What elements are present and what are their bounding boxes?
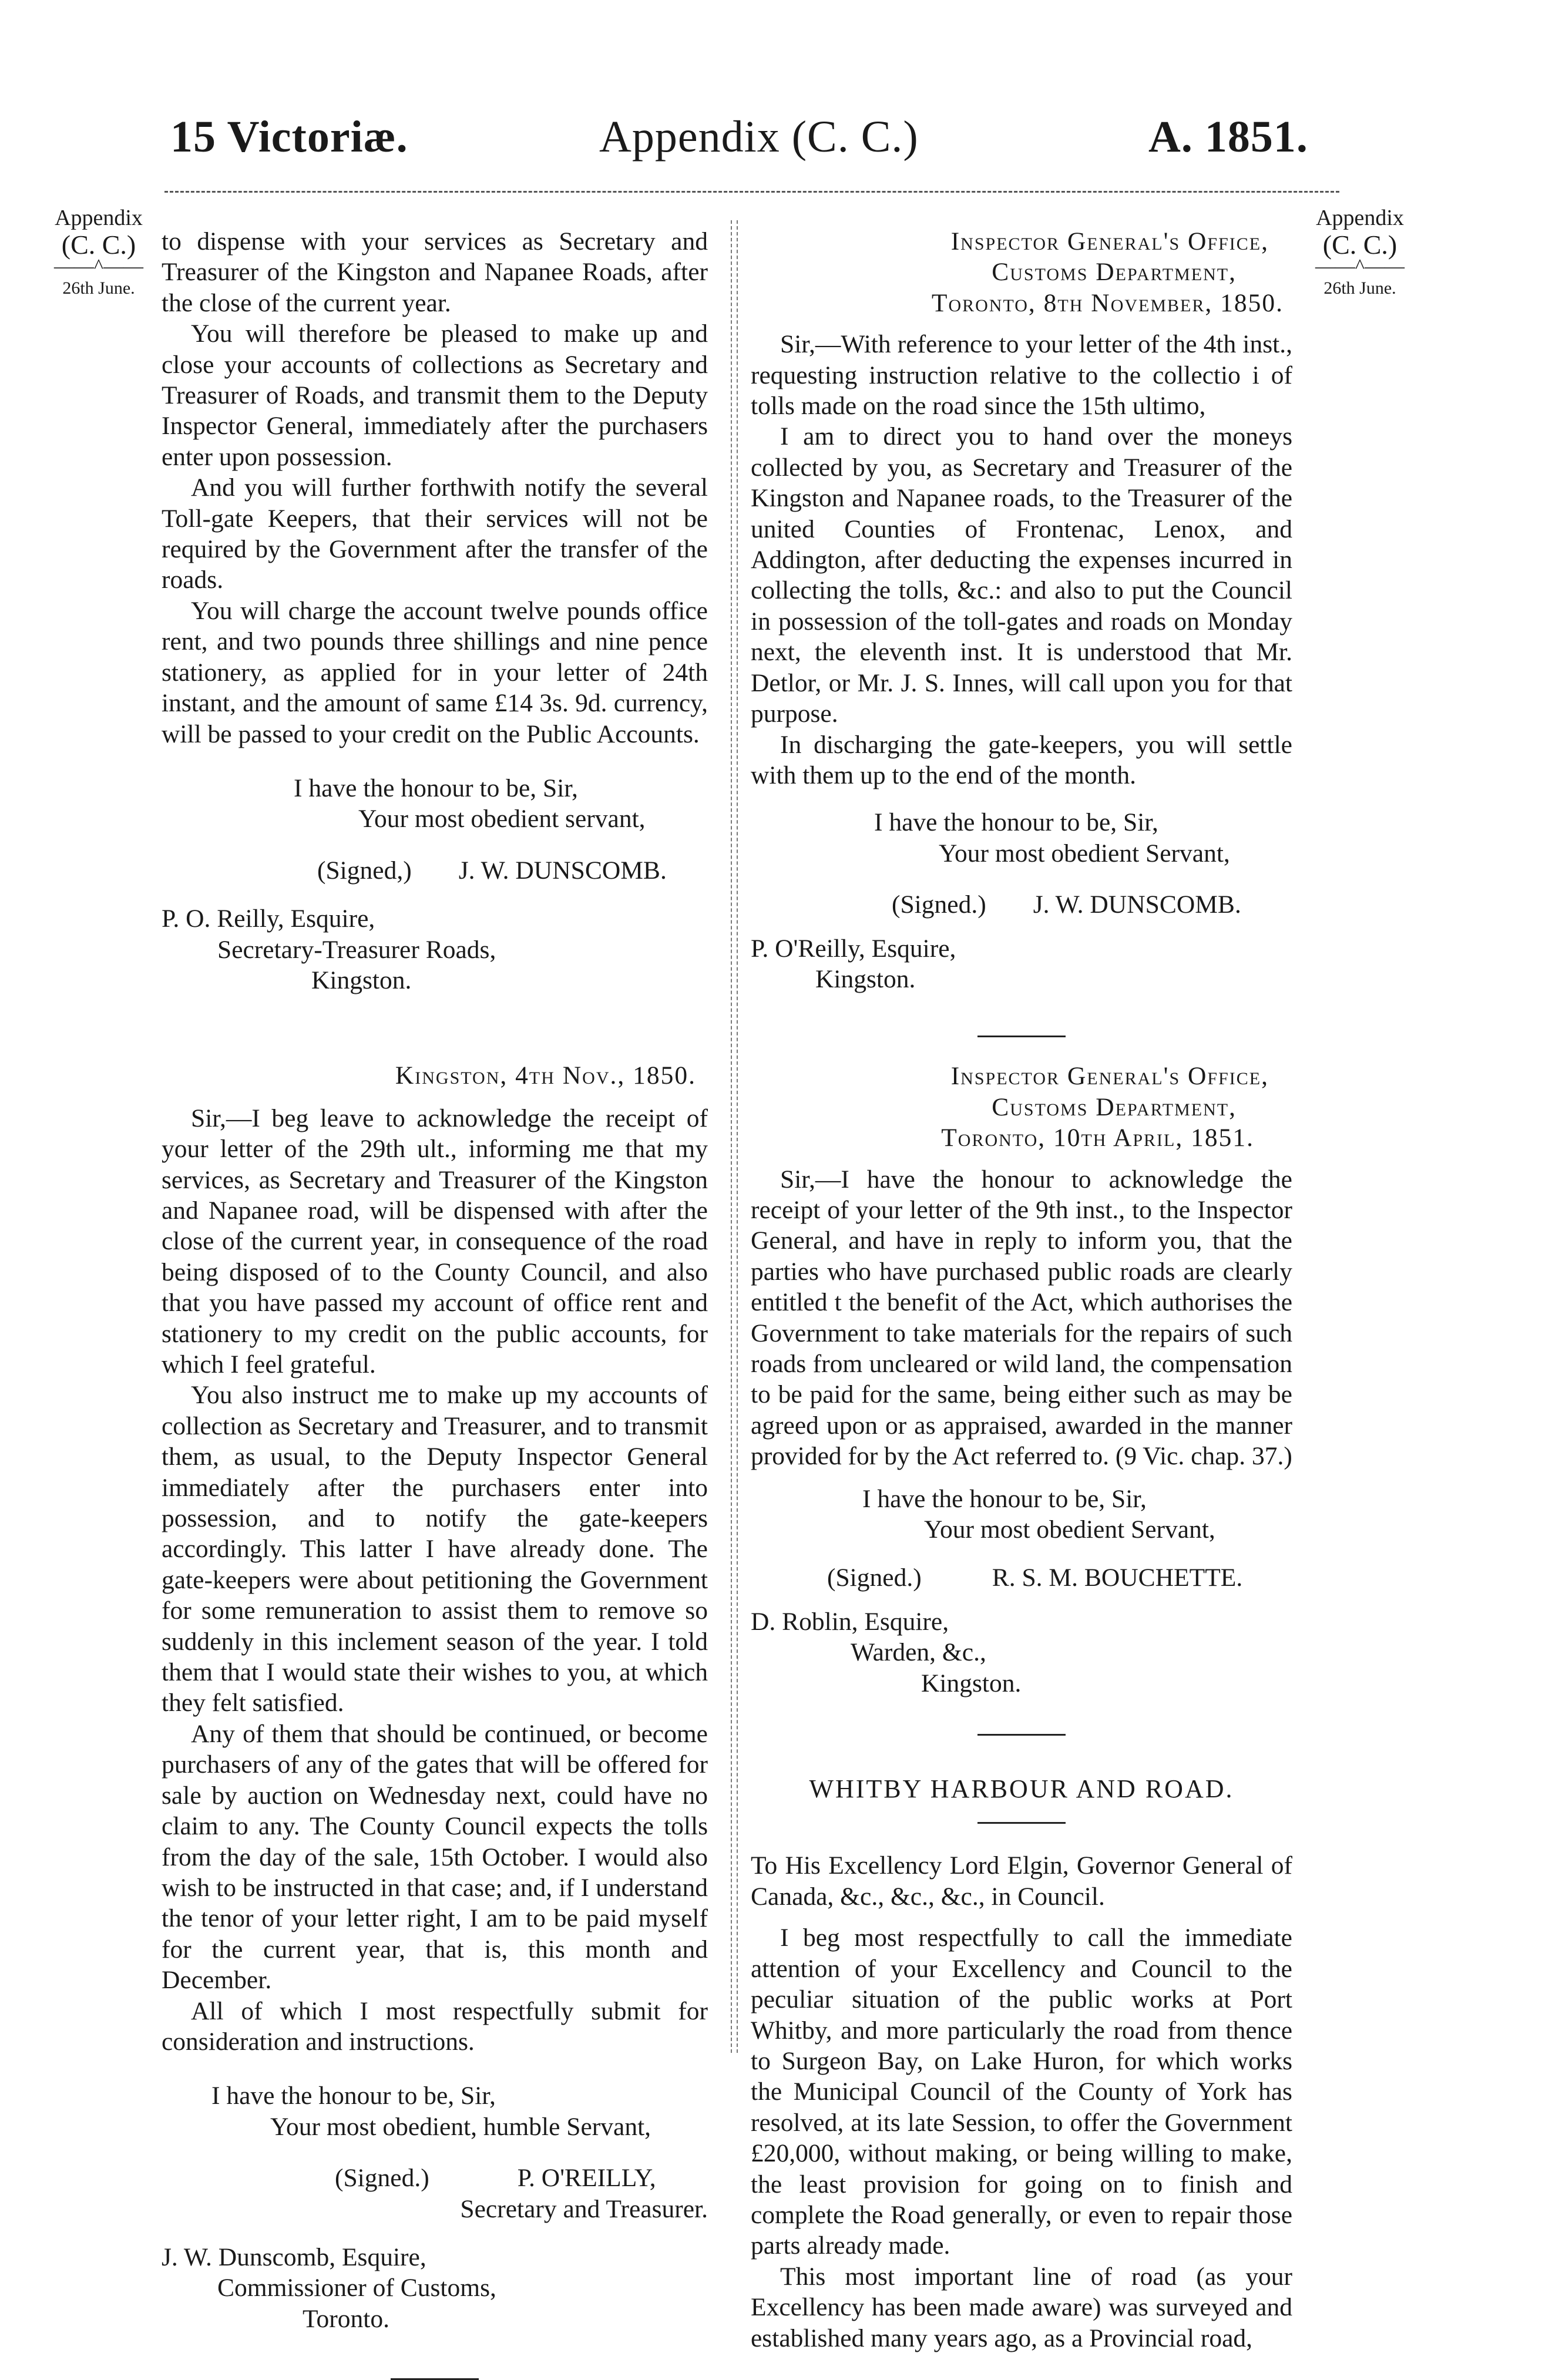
margin-date: 26th June. (62, 278, 135, 298)
closing-line: Your most obedient Servant, (939, 839, 1230, 868)
petition-address: To His Excellency Lord Elgin, Governor General of Canada, &c., &c., &c., in Council. (751, 1851, 1292, 1911)
letter-paragraph: This most important line of road (as your Excellency has been made aware) was surveyed and established many years ago, as a Provincial road, (751, 2262, 1292, 2352)
signer-name: P. O'REILLY, (517, 2164, 656, 2193)
letter-paragraph: Sir,—With reference to your letter of the 4th inst., requesting instruction relative to the collectio i of tolls made on the road since the 15th ultimo, (751, 330, 1292, 421)
office-heading: Customs Department, (992, 1092, 1237, 1121)
header-rule (164, 191, 1339, 193)
margin-note-left (40, 204, 157, 302)
signer-name: R. S. M. BOUCHETTE. (992, 1564, 1243, 1592)
closing-line: I have the honour to be, Sir, (211, 2082, 496, 2110)
letter-paragraph: You also instruct me to make up my accounts of collection as Secretary and Treasurer, and to transmit them, as usual, to the Deputy Inspector General immediately after the purchasers enter into possession, and to notify the gate-keepers accordingly. This latter I have already done. The gate-keepers were about petitioning the Government for some remuneration to assist them to remove so suddenly in this inclement season of the year. I told them that I would state their wishes to you, at which they felt satisfied. (162, 1381, 708, 1717)
addressee-line: Commissioner of Customs, (217, 2274, 496, 2302)
margin-code: (C. C.) (61, 230, 136, 260)
closing-line: I have the honour to be, Sir, (874, 808, 1158, 837)
addressee-line: Kingston. (921, 1669, 1022, 1697)
letter-paragraph: I beg most respectfully to call the immediate attention of your Excellency and Council to the peculiar situation of the public works at Port Whitby, and more particularly the road from thence to Surgeon Bay, on Lake Huron, for which works the Municipal Council of the County of York has resolved, at its late Session, to offer the Government £20,000, without making, or being willing to make, the least provision for going on to finish and complete the Road generally, or even to repair those parts already made. (751, 1924, 1292, 2260)
signature-block (162, 855, 708, 886)
right-column (751, 226, 1292, 2354)
dateline: Toronto, 10th April, 1851. (941, 1124, 1254, 1152)
letter-paragraph: All of which I most respectfully submit for consideration and instructions. (162, 1996, 708, 2056)
letter-paragraph: In discharging the gate-keepers, you will settle with them up to the end of the month. (751, 730, 1292, 789)
letter-paragraph: Sir,—I beg leave to acknowledge the receipt of your letter of the 29th ult., informing me that my services, as Secretary and Treasurer of the Kingston and Napanee road, will be dispensed with after the close of the current year, in consequence of the road being disposed of to the County Council, and also that you have passed my account of office rent and stationery to my credit on the public accounts, for which I feel grateful. (162, 1104, 708, 1379)
signature-block (751, 1562, 1292, 1593)
closing-line: I have the honour to be, Sir, (294, 774, 578, 802)
column-divider (737, 220, 738, 2053)
section-title: WHITBY HARBOUR AND ROAD. (809, 1774, 1234, 1804)
header-appendix-title: Appendix (C. C.) (599, 112, 919, 162)
addressee-line: D. Roblin, Esquire, (751, 1607, 949, 1636)
margin-brace: ——^—— (54, 256, 143, 277)
signer-name: J. W. DUNSCOMB. (1033, 890, 1241, 919)
office-heading: Inspector General's Office, (950, 227, 1269, 256)
letter-paragraph: And you will further forthwith notify the several Toll-gate Keepers, that their services will not be required by the Government after the transfer of the roads. (162, 473, 708, 594)
margin-code: (C. C.) (1322, 230, 1397, 260)
addressee-line: Warden, &c., (851, 1638, 986, 1667)
signature-block (751, 889, 1292, 920)
signed-mark: (Signed.) (335, 2164, 429, 2193)
addressee-line: Kingston. (815, 964, 916, 993)
margin-note-right (1301, 204, 1419, 302)
signed-mark: (Signed.) (827, 1564, 922, 1592)
signed-mark: (Signed.) (892, 890, 986, 919)
letter-paragraph: to dispense with your services as Secretary and Treasurer of the Kingston and Napanee Roads, after the close of the current year. (162, 227, 708, 317)
closing-line: Your most obedient servant, (358, 805, 646, 833)
addressee-line: P. O. Reilly, Esquire, (162, 905, 375, 933)
letter-paragraph: You will therefore be pleased to make up and close your accounts of collections as Secretary and Treasurer of Roads, and transmit them to the Deputy Inspector General, immediately after the purchasers enter upon possession. (162, 320, 708, 471)
margin-label: Appendix (1316, 206, 1404, 230)
addressee-line: Secretary-Treasurer Roads, (217, 935, 496, 964)
header-year: A. 1851. (1148, 112, 1308, 162)
signer-title: Secretary and Treasurer. (460, 2194, 708, 2223)
signed-mark: (Signed,) (317, 856, 412, 885)
office-heading: Customs Department, (992, 258, 1237, 287)
left-column (162, 226, 708, 2380)
margin-date: 26th June. (1323, 278, 1396, 298)
dateline: Kingston, 4th Nov., 1850. (395, 1061, 696, 1090)
addressee-line: Kingston. (311, 966, 412, 994)
addressee-line: J. W. Dunscomb, Esquire, (162, 2243, 426, 2271)
closing-line: I have the honour to be, Sir, (862, 1484, 1147, 1513)
signer-name: J. W. DUNSCOMB. (458, 856, 667, 885)
addressee-line: Toronto. (303, 2304, 389, 2333)
closing-line: Your most obedient Servant, (924, 1515, 1215, 1544)
addressee-line: P. O'Reilly, Esquire, (751, 934, 956, 963)
letter-paragraph: You will charge the account twelve pounds office rent, and two pounds three shillings and nine pence stationery, as applied for in your letter of 24th instant, and the amount of same £14 3s. 9d. currency, will be passed to your credit on the Public Accounts. (162, 596, 708, 748)
column-divider (731, 220, 732, 2053)
office-heading: Inspector General's Office, (950, 1062, 1269, 1091)
header-regnal-year: 15 Victoriæ. (170, 112, 408, 162)
margin-brace: ——^—— (1315, 256, 1405, 277)
letter-paragraph: Any of them that should be continued, or become purchasers of any of the gates that will be offered for sale by auction on Wednesday next, could have no claim to any. The County Council expects the tolls from the day of the sale, 15th October. I would also wish to be instructed in that case; and, if I understand the tenor of your letter right, I am to be paid myself for the current year, that is, this month and December. (162, 1719, 708, 1995)
signature-block (162, 2163, 708, 2193)
margin-label: Appendix (55, 206, 143, 230)
closing-line: Your most obedient, humble Servant, (270, 2112, 651, 2141)
dateline: Toronto, 8th November, 1850. (931, 288, 1284, 317)
letter-paragraph: I am to direct you to hand over the moneys collected by you, as Secretary and Treasurer of the Kingston and Napanee roads, to the Treasurer of the united Counties of Frontenac, Lenox, and Addington, after deducting the expenses incurred in collecting the tolls, &c.: and also to put the Council in possession of the toll-gates and roads on Monday next, the eleventh inst. It is understood that Mr. Detlor, or Mr. J. S. Innes, will call upon you for that purpose. (751, 422, 1292, 728)
letter-paragraph: Sir,—I have the honour to acknowledge the receipt of your letter of the 9th inst., to the Inspector General, and have in reply to inform you, that the parties who have purchased public roads are clearly entitled t the benefit of the Act, which authorises the Government to take materials for the repairs of such roads from uncleared or wild land, the compensation to be paid for the same, being either such as may be agreed upon or as appraised, awarded in the manner provided for by the Act referred to. (9 Vic. chap. 37.) (751, 1165, 1292, 1471)
